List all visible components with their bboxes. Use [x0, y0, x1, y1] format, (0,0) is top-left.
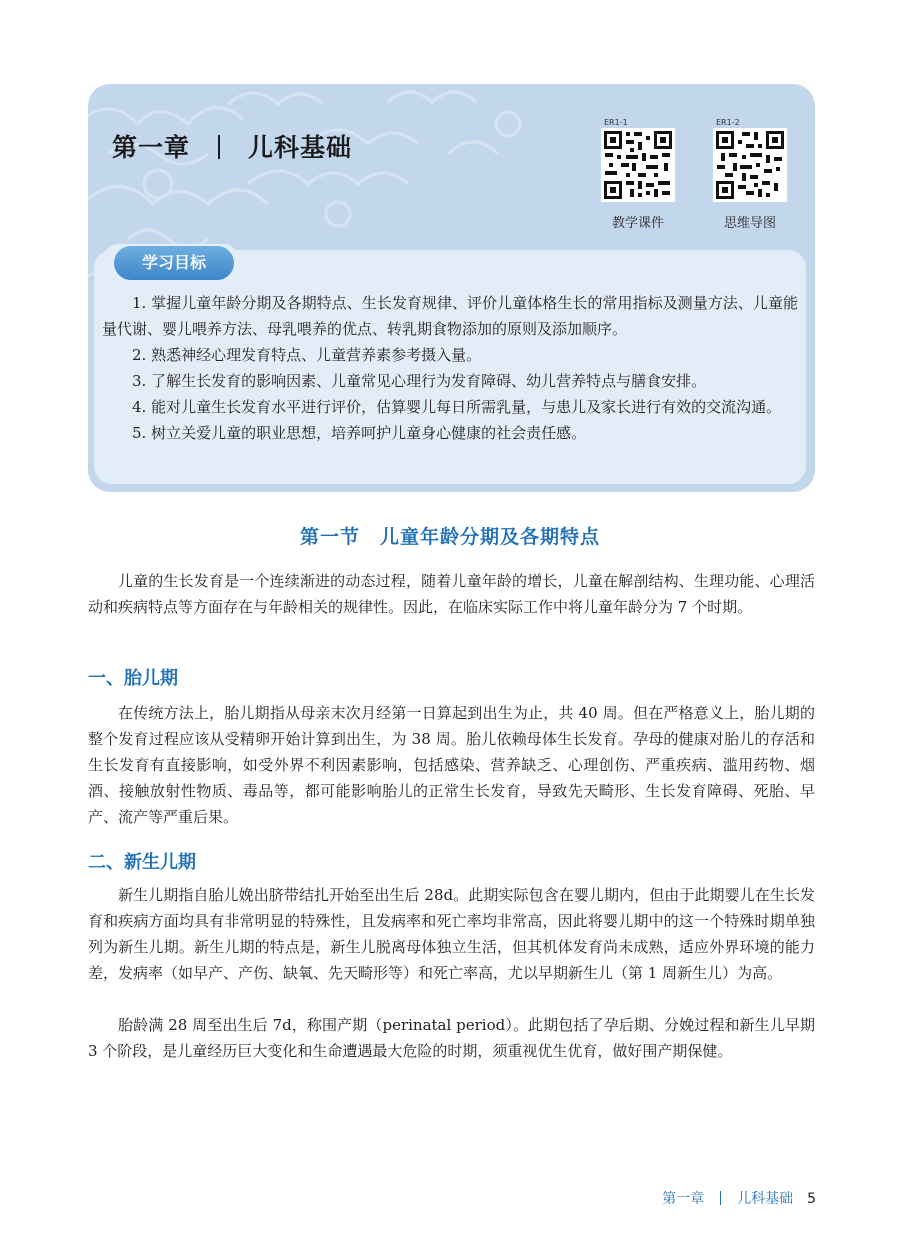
- chapter-label: 第一章: [112, 133, 191, 162]
- goal-item: 2. 熟悉神经心理发育特点、儿童营养素参考摄入量。: [132, 346, 482, 364]
- footer-chapter-label: 第一章: [662, 1191, 705, 1207]
- page-footer: [662, 1188, 816, 1208]
- page-number: 5: [807, 1191, 816, 1207]
- qr-code-courseware[interactable]: [598, 118, 678, 231]
- subsection-heading-neonatal: 二、新生儿期: [88, 852, 196, 873]
- qr-caption-courseware: 教学课件: [611, 216, 664, 231]
- perinatal-period-paragraph: 胎龄满 28 周至出生后 7d，称围产期（perinatal period）。此期包括了孕后期、分娩过程和新生儿早期 3 个阶段，是儿童经历巨大变化和生命遭遇最大危险的时期，须重视优生优育，做好围产期保健。: [88, 1016, 815, 1060]
- section-intro-paragraph: 儿童的生长发育是一个连续渐进的动态过程，随着儿童年龄的增长，儿童在解剖结构、生理功能、心理活动和疾病特点等方面存在与年龄相关的规律性。因此，在临床实际工作中将儿童年龄分为 7 个时期。: [88, 572, 815, 616]
- qr-code-id: ER1-1: [604, 118, 628, 127]
- subsection-heading-fetal: 一、胎儿期: [88, 668, 178, 689]
- chapter-header: [88, 84, 815, 492]
- goal-item: 5. 树立关爱儿童的职业思想，培养呵护儿童身心健康的社会责任感。: [132, 424, 587, 442]
- chapter-name: 儿科基础: [248, 133, 353, 162]
- footer-separator: [720, 1191, 721, 1205]
- neonatal-period-paragraph: 新生儿期指自胎儿娩出脐带结扎开始至出生后 28d。此期实际包含在婴儿期内，但由于此期婴儿在生长发育和疾病方面均具有非常明显的特殊性，且发病率和死亡率均非常高，因此将婴儿期中的这一个特殊时期单独列为新生儿期。新生儿期的特点是，新生儿脱离母体独立生活，但其机体发育尚未成熟，适应外界环境的能力差，发病率（如早产、产伤、缺氧、先天畸形等）和死亡率高，尤以早期新生儿（第 1 周新生儿）为高。: [88, 886, 815, 982]
- title-separator: [218, 135, 220, 159]
- qr-code-mindmap[interactable]: [710, 118, 790, 231]
- goal-item: 3. 了解生长发育的影响因素、儿童常见心理行为发育障碍、幼儿营养特点与膳食安排。: [132, 372, 707, 390]
- qr-code-id: ER1-2: [716, 118, 740, 127]
- chapter-title: [112, 128, 352, 164]
- qr-code-icon: [601, 128, 675, 202]
- learning-goals-label: 学习目标: [114, 246, 234, 280]
- qr-caption-mindmap: 思维导图: [723, 216, 776, 231]
- fetal-period-paragraph: 在传统方法上，胎儿期指从母亲末次月经第一日算起到出生为止，共 40 周。但在严格意义上，胎儿期的整个发育过程应该从受精卵开始计算到出生，为 38 周。胎儿依赖母体生长发育。孕母的健康对胎儿的存活和生长发育有直接影响，如受外界不利因素影响，包括感染、营养缺乏、心理创伤、严重疾病、滥用药物、烟酒、接触放射性物质、毒品等，都可能影响胎儿的正常生长发育，导致先天畸形、生长发育障碍、死胎、早产、流产等严重后果。: [88, 704, 815, 826]
- qr-code-icon: [713, 128, 787, 202]
- goal-item: 1. 掌握儿童年龄分期及各期特点、生长发育规律、评价儿童体格生长的常用指标及测量方法、儿童能量代谢、婴儿喂养方法、母乳喂养的优点、转乳期食物添加的原则及添加顺序。: [102, 294, 798, 338]
- section-title: 第一节 儿童年龄分期及各期特点: [299, 526, 600, 548]
- goal-item: 4. 能对儿童生长发育水平进行评价，估算婴儿每日所需乳量，与患儿及家长进行有效的交流沟通。: [132, 398, 782, 416]
- footer-chapter-title: 儿科基础: [737, 1191, 794, 1207]
- learning-goals-list: [102, 290, 798, 446]
